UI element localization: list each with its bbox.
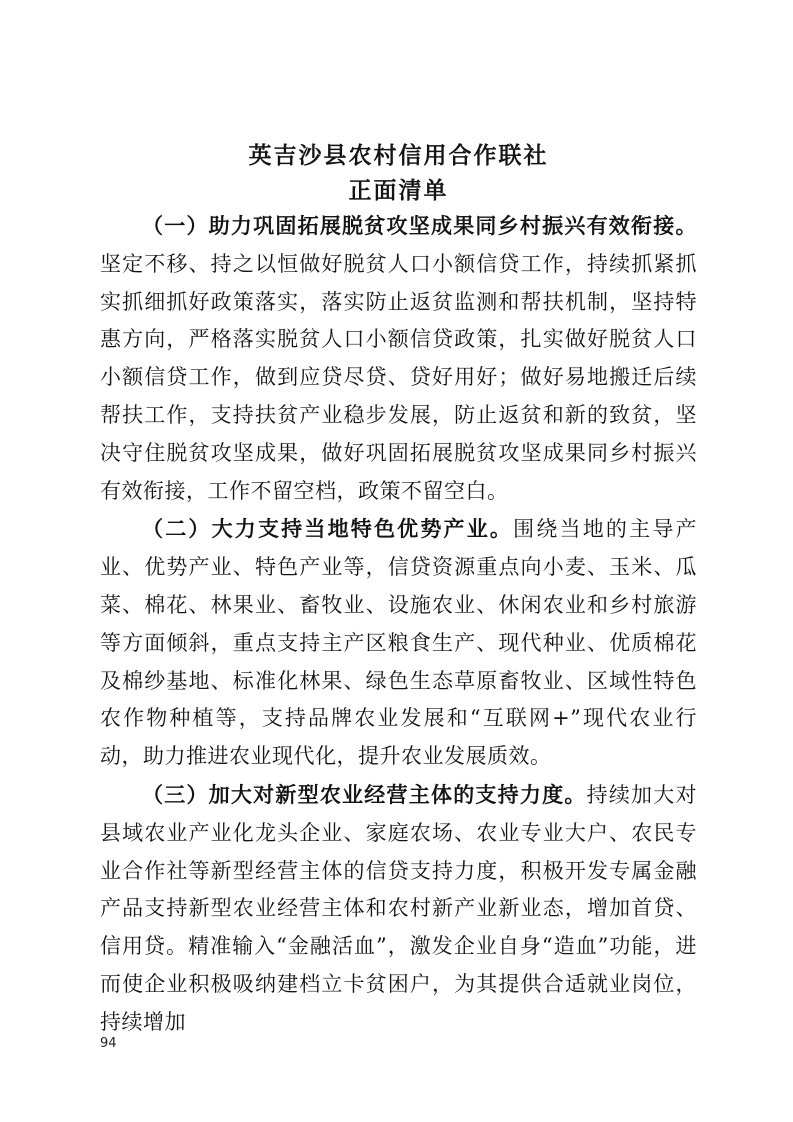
paragraph-1-body: 坚定不移、持之以恒做好脱贫人口小额信贷工作，持续抓紧抓实抓细抓好政策落实，落实防止返贫监测和帮扶机制，坚持特惠方向，严格落实脱贫人口小额信贷政策，扎实做好脱贫人口小额信贷工作，做到应贷尽贷、贷好用好；做好易地搬迁后续帮扶工作，支持扶贫产业稳步发展，防止返贫和新的致贫，坚决守住脱贫攻坚成果，做好巩固拓展脱贫攻坚成果同乡村振兴有效衔接，工作不留空档，政策不留空白。 — [100, 251, 697, 503]
document-body — [100, 207, 697, 1042]
paragraph-3 — [100, 776, 697, 1042]
paragraph-2-lead: （二）大力支持当地特色优势产业。 — [142, 516, 514, 542]
page-number: 94 — [100, 1036, 117, 1051]
document-title: 英吉沙县农村信用合作联社 — [248, 142, 549, 169]
paragraph-2 — [100, 510, 697, 776]
paragraph-3-body: 持续加大对县域农业产业化龙头企业、家庭农场、农业专业大户、农民专业合作社等新型经营主体的信贷支持力度，积极开发专属金融产品支持新型农业经营主体和农村新产业新业态，增加首贷、信用贷。精准输入“金融活血”，激发企业自身“造血”功能，进而使企业积极吸纳建档立卡贫困户，为其提供合适就业岗位，持续增加 — [100, 782, 698, 1034]
document-content — [100, 140, 697, 1042]
paragraph-2-body: 围绕当地的主导产业、优势产业、特色产业等，信贷资源重点向小麦、玉米、瓜菜、棉花、林果业、畜牧业、设施农业、休闲农业和乡村旅游等方面倾斜，重点支持主产区粮食生产、现代种业、优质棉花及棉纱基地、标准化林果、绿色生态草原畜牧业、区域性特色农作物种植等，支持品牌农业发展和“互联网+”现代农业行动，助力推进农业现代化，提升农业发展质效。 — [100, 517, 698, 769]
document-subtitle: 正面清单 — [348, 177, 449, 204]
paragraph-3-lead: （三）加大对新型农业经营主体的支持力度。 — [142, 781, 587, 807]
paragraph-1 — [100, 207, 697, 510]
paragraph-1-lead: （一）助力巩固拓展脱贫攻坚成果同乡村振兴有效衔接。 — [142, 213, 697, 238]
